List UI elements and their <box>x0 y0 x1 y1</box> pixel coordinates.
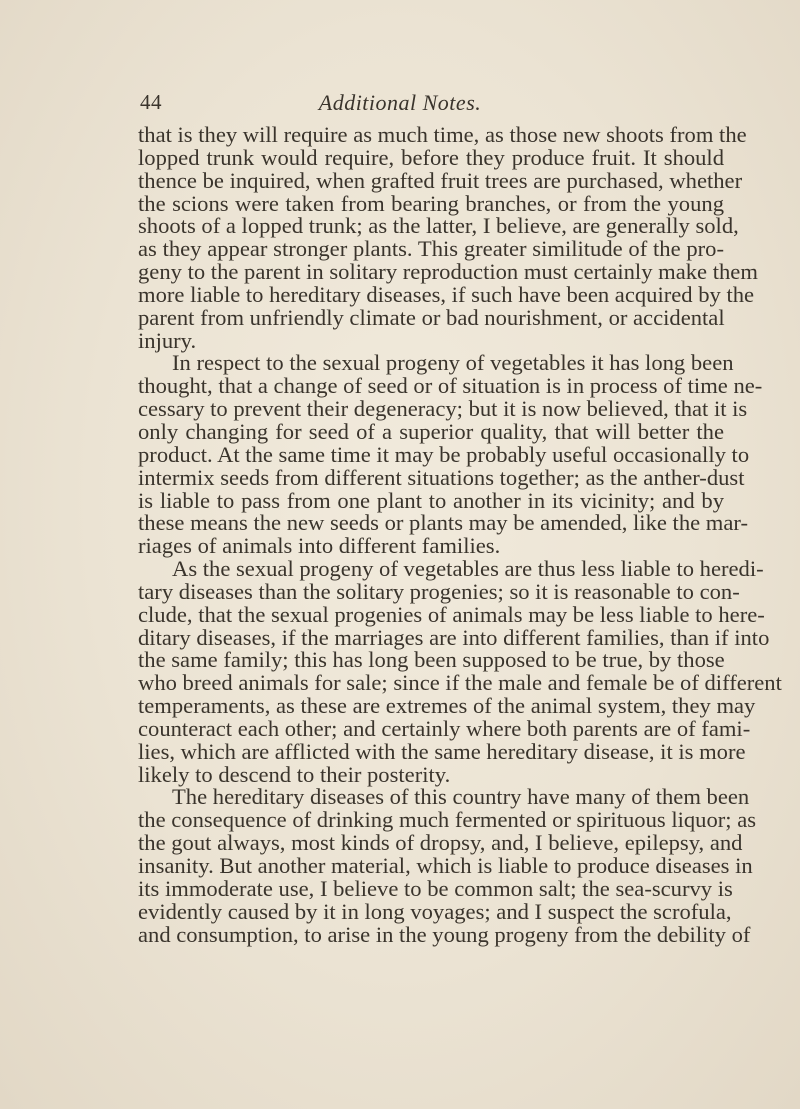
text-line: only changing for seed of a superior quality, that will better the <box>138 418 724 444</box>
text-line: thought, that a change of seed or of situation is in process of time ne- <box>138 373 763 399</box>
text-line: product. At the same time it may be probably useful occasionally to <box>138 441 750 467</box>
text-line: The hereditary diseases of this country have many of them been <box>172 784 750 810</box>
text-line: ditary diseases, if the marriages are into different families, than if into <box>138 624 770 650</box>
text-line: that is they will require as much time, as those new shoots from the <box>138 122 747 147</box>
text-line: counteract each other; and certainly where both parents are of fami- <box>138 715 751 741</box>
text-line: insanity. But another material, which is liable to produce diseases in <box>138 853 753 878</box>
page-header <box>0 90 800 120</box>
text-line: likely to descend to their posterity. <box>138 761 451 787</box>
text-line: In respect to the sexual progeny of vegetables it has long been <box>172 350 734 376</box>
paragraph <box>138 122 758 353</box>
text-line: and consumption, to arise in the young progeny from the debility of <box>138 921 751 947</box>
text-line: clude, that the sexual progenies of animals may be less liable to here- <box>138 601 765 627</box>
text-line: geny to the parent in solitary reproduction must certainly make them <box>138 259 758 285</box>
text-line: lopped trunk would require, before they produce fruit. It should <box>138 144 724 170</box>
text-line: its immoderate use, I believe to be common salt; the sea-scurvy is <box>138 875 733 901</box>
text-line: lies, which are afflicted with the same hereditary disease, it is more <box>138 738 746 764</box>
text-line: the consequence of drinking much fermented or spirituous liquor; as <box>138 807 757 833</box>
text-line: the scions were taken from bearing branches, or from the young <box>138 190 724 216</box>
running-title: Additional Notes. <box>318 90 482 115</box>
text-line: shoots of a lopped trunk; as the latter, I believe, are generally sold, <box>138 213 739 239</box>
text-line: temperaments, as these are extremes of the animal system, they may <box>138 693 756 719</box>
text-line: more liable to hereditary diseases, if such have been acquired by the <box>138 281 755 307</box>
text-line: who breed animals for sale; since if the male and female be of different <box>138 670 782 696</box>
text-line: these means the new seeds or plants may be amended, like the mar- <box>138 510 748 536</box>
paragraph <box>138 350 763 559</box>
text-line: the gout always, most kinds of dropsy, and, I believe, epilepsy, and <box>138 830 743 856</box>
text-line: As the sexual progeny of vegetables are thus less liable to heredi- <box>172 556 764 582</box>
paragraph <box>138 556 782 787</box>
text-line: is liable to pass from one plant to another in its vicinity; and by <box>138 487 724 513</box>
text-line: as they appear stronger plants. This greater similitude of the pro- <box>138 236 724 262</box>
text-line: intermix seeds from different situations together; as the anther-dust <box>138 464 745 490</box>
text-line: tary diseases than the solitary progenies; so it is reasonable to con- <box>138 578 740 604</box>
paragraph <box>138 784 757 947</box>
text-line: riages of animals into different families. <box>138 533 501 559</box>
text-line: thence be inquired, when grafted fruit trees are purchased, whether <box>138 167 743 193</box>
text-line: injury. <box>138 327 197 353</box>
text-line: evidently caused by it in long voyages; and I suspect the scrofula, <box>138 898 732 924</box>
text-line: parent from unfriendly climate or bad nourishment, or accidental <box>138 304 725 330</box>
page-number: 44 <box>140 90 162 114</box>
text-line: the same family; this has long been supposed to be true, by those <box>138 647 725 673</box>
text-line: cessary to prevent their degeneracy; but it is now believed, that it is <box>138 396 748 422</box>
body-text <box>138 122 782 947</box>
